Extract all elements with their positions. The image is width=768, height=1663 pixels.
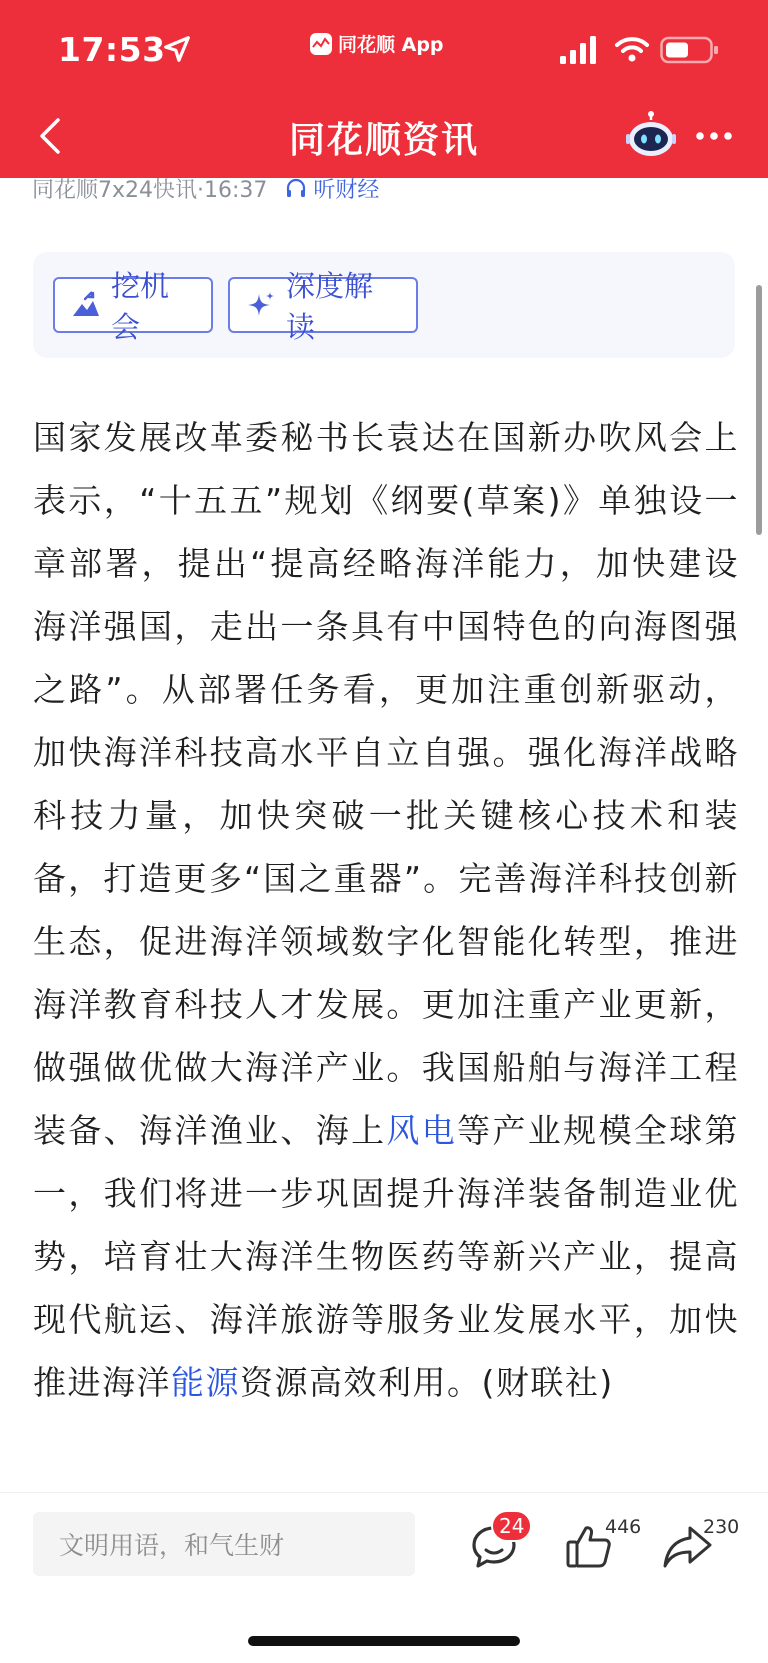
scrollbar-thumb[interactable] [756, 285, 762, 535]
bottom-divider [0, 1492, 768, 1493]
find-opportunity-label: 挖机会 [111, 269, 170, 344]
headphones-icon [285, 177, 307, 199]
battery-icon [660, 36, 720, 64]
app-name-label [310, 30, 444, 57]
article-text-2: 等产业规模全球第一，我们将进一步巩固提升海洋装备制造业优势，培育壮大海洋生物医药等新兴产业，提高现代航运、海洋旅游等服务业发展水平，加快推进海洋 [33, 1111, 740, 1402]
app-logo-icon [310, 33, 332, 55]
nav-bar [0, 100, 768, 178]
deep-analysis-label: 深度解读 [286, 269, 374, 344]
status-time: 17:53 [58, 30, 166, 69]
comment-input[interactable] [33, 1512, 415, 1576]
app-name-text: 同花顺 App [338, 34, 444, 56]
article-source-time: 同花顺7x24快讯·16:37 [32, 177, 268, 203]
app-header [0, 0, 768, 178]
article-body [33, 406, 739, 1414]
stock-link-energy[interactable]: 能源 [171, 1363, 240, 1402]
mountain-chart-icon [71, 290, 101, 320]
find-opportunity-button[interactable] [53, 269, 213, 344]
ai-action-card [33, 252, 735, 358]
wifi-icon [614, 34, 650, 64]
article-text-1: 国家发展改革委秘书长袁达在国新办吹风会上表示，“十五五”规划《纲要(草案)》单独设一章部署，提出“提高经略海洋能力，加快建设海洋强国，走出一条具有中国特色的向海图强之路”。从部署任务看，更加注重创新驱动，加快海洋科技高水平自立自强。强化海洋战略科技力量，加快突破一批关键核心技术和装备，打造更多“国之重器”。完善海洋科技创新生态，促进海洋领域数字化智能化转型，推进海洋教育科技人才发展。更加注重产业更新，做强做优做大海洋产业。我国船舶与海洋工程装备、海洋渔业、海上 [33, 418, 739, 1150]
like-count: 446 [605, 1516, 642, 1538]
status-bar [0, 0, 768, 100]
deep-analysis-button[interactable] [228, 269, 418, 344]
article-text-3: 资源高效利用。(财联社) [240, 1363, 614, 1402]
location-arrow-icon [162, 34, 192, 64]
stock-link-wind-power[interactable]: 风电 [386, 1111, 458, 1150]
comment-count-badge: 24 [491, 1510, 532, 1542]
more-options-button[interactable] [694, 124, 734, 148]
home-indicator [248, 1636, 520, 1646]
signal-icon [560, 36, 600, 64]
sparkle-icon [246, 290, 276, 320]
robot-icon[interactable] [625, 110, 677, 162]
comment-placeholder: 文明用语，和气生财 [59, 1531, 285, 1560]
listen-label: 听财经 [313, 177, 380, 203]
page-title: 同花顺资讯 [288, 120, 479, 161]
share-count: 230 [703, 1516, 740, 1538]
